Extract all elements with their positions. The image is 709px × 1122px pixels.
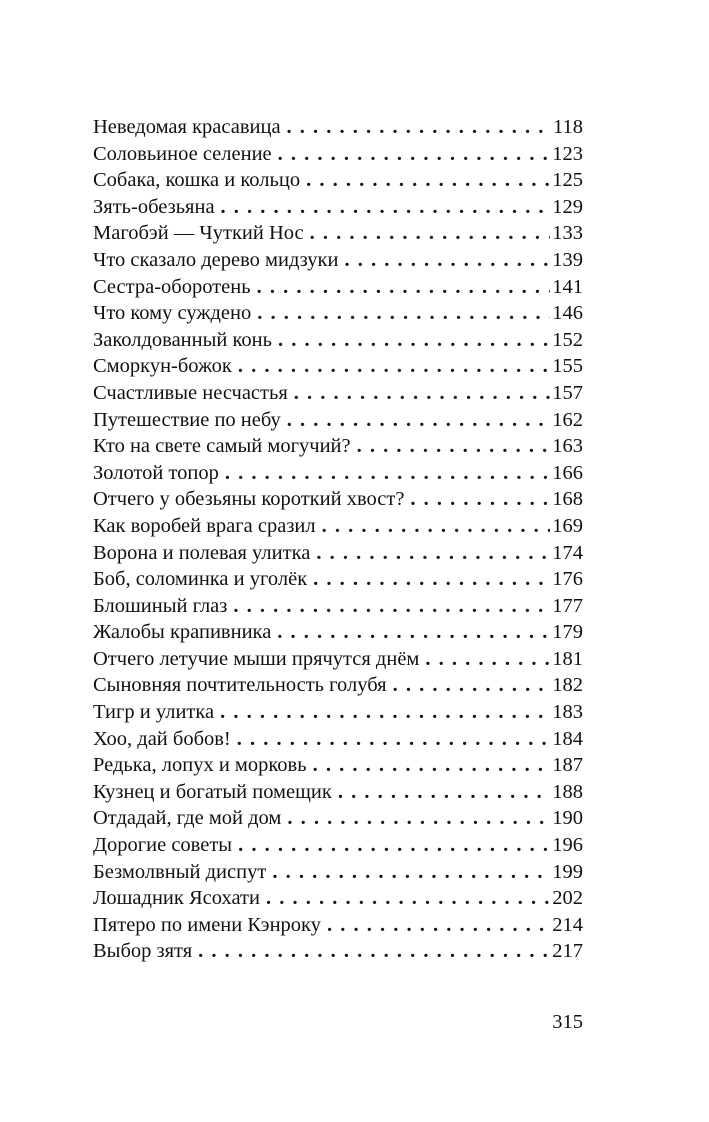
toc-entry-page: 141	[552, 275, 583, 298]
toc-entry	[93, 540, 583, 567]
toc-dot-leader	[300, 167, 550, 194]
toc-entry	[93, 247, 583, 274]
toc-entry	[93, 938, 583, 965]
toc-dot-leader	[351, 433, 551, 460]
toc-entry-page: 187	[552, 754, 583, 777]
toc-entry	[93, 327, 583, 354]
toc-dot-leader	[272, 141, 551, 168]
toc-dot-leader	[304, 220, 551, 247]
toc-entry-title: Собака, кошка и кольцо	[93, 169, 301, 192]
toc-dot-leader	[404, 486, 550, 513]
toc-entry-title: Отчего у обезьяны короткий хвост?	[93, 488, 405, 511]
toc-entry	[93, 566, 583, 593]
toc-entry-page: 181	[552, 647, 583, 670]
toc-dot-leader	[307, 752, 551, 779]
toc-entry-page: 202	[552, 887, 583, 910]
toc-dot-leader	[251, 300, 550, 327]
toc-entry-title: Выбор зятя	[93, 940, 193, 963]
toc-dot-leader	[215, 194, 551, 221]
toc-entry-title: Кто на свете самый могучий?	[93, 435, 351, 458]
toc-dot-leader	[232, 832, 550, 859]
toc-entry-title: Что сказало дерево мидзуки	[93, 248, 339, 271]
toc-dot-leader	[310, 540, 550, 567]
toc-entry-title: Сестра-оборотень	[93, 275, 251, 298]
toc-entry	[93, 672, 583, 699]
toc-entry-title: Пятеро по имени Кэнроку	[93, 913, 321, 936]
toc-entry-title: Отдадай, где мой дом	[93, 807, 282, 830]
toc-entry-title: Жалобы крапивника	[93, 621, 272, 644]
toc-entry-page: 118	[553, 116, 583, 138]
toc-entry-title: Путешествие по небу	[93, 408, 281, 431]
toc-entry	[93, 699, 583, 726]
toc-entry	[93, 885, 583, 912]
toc-entry	[93, 460, 583, 487]
toc-entry-title: Безмолвный диспут	[93, 860, 267, 883]
toc-entry-page: 199	[552, 860, 583, 883]
toc-entry-page: 125	[552, 169, 583, 192]
toc-dot-leader	[307, 566, 550, 593]
toc-dot-leader	[231, 726, 550, 753]
toc-dot-leader	[272, 327, 550, 354]
toc-entry-page: 177	[552, 594, 583, 617]
toc-entry-title: Лошадник Ясохати	[93, 887, 260, 910]
toc-entry-page: 174	[552, 541, 583, 564]
page-number: 315	[552, 1011, 583, 1033]
toc-entry	[93, 380, 583, 407]
toc-entry	[93, 300, 583, 327]
toc-entry-title: Кузнец и богатый помещик	[93, 780, 332, 803]
toc-entry-page: 139	[552, 248, 583, 271]
toc-entry-page: 146	[552, 302, 583, 325]
toc-dot-leader	[387, 672, 551, 699]
toc-entry	[93, 141, 583, 168]
toc-dot-leader	[281, 805, 550, 832]
toc-entry	[93, 220, 583, 247]
toc-entry-page: 129	[552, 195, 583, 218]
toc-entry	[93, 407, 583, 434]
toc-entry	[93, 433, 583, 460]
toc-entry	[93, 646, 583, 673]
toc-dot-leader	[338, 247, 550, 274]
toc-entry-page: 179	[552, 621, 583, 644]
table-of-contents	[93, 114, 583, 965]
toc-entry-title: Зять-обезьяна	[93, 195, 215, 218]
toc-entry-title: Что кому суждено	[93, 302, 252, 325]
toc-entry-title: Редька, лопух и морковь	[93, 754, 307, 777]
toc-dot-leader	[260, 885, 550, 912]
toc-entry-page: 190	[552, 807, 583, 830]
toc-entry-title: Счастливые несчастья	[93, 381, 288, 404]
toc-dot-leader	[227, 593, 550, 620]
toc-entry-title: Тигр и улитка	[93, 701, 215, 724]
toc-entry	[93, 167, 583, 194]
toc-entry	[93, 752, 583, 779]
toc-dot-leader	[219, 460, 550, 487]
toc-entry-title: Неведомая красавица	[93, 116, 281, 138]
toc-entry-title: Магобэй — Чуткий Нос	[93, 222, 304, 245]
toc-entry-page: 176	[552, 568, 583, 591]
toc-entry	[93, 859, 583, 886]
toc-entry-title: Золотой топор	[93, 461, 219, 484]
toc-entry-page: 168	[552, 488, 583, 511]
toc-dot-leader	[266, 859, 550, 886]
toc-dot-leader	[192, 938, 550, 965]
toc-entry	[93, 779, 583, 806]
toc-entry-page: 163	[552, 435, 583, 458]
toc-entry	[93, 832, 583, 859]
toc-entry	[93, 912, 583, 939]
toc-entry-page: 182	[552, 674, 583, 697]
toc-entry-title: Заколдованный конь	[93, 328, 272, 351]
toc-entry	[93, 619, 583, 646]
toc-entry	[93, 274, 583, 301]
toc-dot-leader	[281, 407, 550, 434]
toc-entry-page: 166	[552, 461, 583, 484]
toc-entry-title: Ворона и полевая улитка	[93, 541, 311, 564]
toc-entry-page: 162	[552, 408, 583, 431]
toc-entry-page: 184	[552, 727, 583, 750]
toc-entry-page: 169	[552, 514, 583, 537]
toc-dot-leader	[288, 380, 551, 407]
toc-dot-leader	[214, 699, 550, 726]
toc-dot-leader	[316, 513, 551, 540]
toc-entry	[93, 486, 583, 513]
toc-dot-leader	[271, 619, 550, 646]
toc-entry	[93, 805, 583, 832]
toc-entry	[93, 114, 583, 141]
toc-entry-page: 152	[552, 328, 583, 351]
toc-entry-page: 157	[552, 381, 583, 404]
toc-entry-title: Сморкун-божок	[93, 355, 232, 378]
toc-entry-page: 196	[552, 834, 583, 857]
toc-entry-page: 217	[552, 940, 583, 963]
toc-dot-leader	[281, 114, 551, 141]
toc-entry-page: 155	[552, 355, 583, 378]
toc-entry	[93, 353, 583, 380]
toc-entry-title: Соловьиное селение	[93, 142, 272, 165]
toc-entry-title: Отчего летучие мыши прячутся днём	[93, 647, 420, 670]
toc-entry	[93, 194, 583, 221]
toc-entry-page: 183	[552, 701, 583, 724]
toc-entry	[93, 593, 583, 620]
toc-entry-title: Хоо, дай бобов!	[93, 727, 231, 750]
toc-dot-leader	[419, 646, 550, 673]
toc-dot-leader	[251, 274, 551, 301]
toc-entry-title: Боб, соломинка и уголёк	[93, 568, 308, 591]
toc-entry-title: Блошиный глаз	[93, 594, 228, 617]
toc-entry	[93, 726, 583, 753]
toc-entry-page: 123	[552, 142, 583, 165]
toc-entry-page: 133	[552, 222, 583, 245]
toc-entry	[93, 513, 583, 540]
toc-entry-title: Как воробей врага сразил	[93, 514, 316, 537]
toc-entry-title: Сыновняя почтительность голубя	[93, 674, 387, 697]
toc-entry-page: 214	[552, 913, 583, 936]
toc-dot-leader	[321, 912, 550, 939]
toc-entry-title: Дорогие советы	[93, 834, 233, 857]
toc-dot-leader	[232, 353, 550, 380]
toc-dot-leader	[332, 779, 550, 806]
toc-entry-page: 188	[552, 780, 583, 803]
